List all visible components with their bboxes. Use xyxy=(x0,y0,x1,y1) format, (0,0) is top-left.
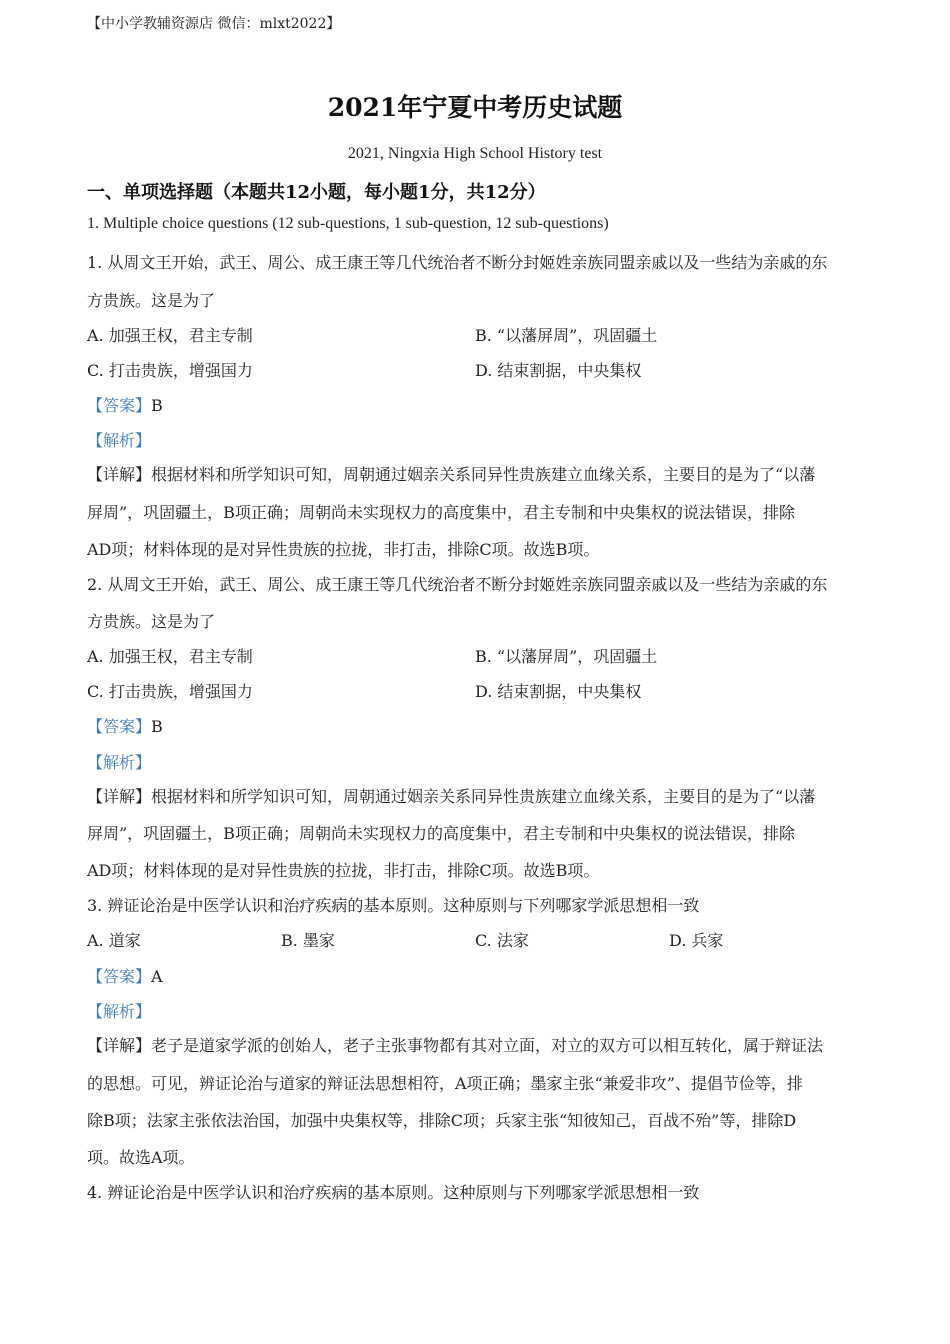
answer-label: 【答案】 xyxy=(87,717,152,736)
q1-detail-line3: AD项；材料体现的是对异性贵族的拉拢，非打击，排除C项。故选B项。 xyxy=(87,540,600,559)
q2-answer xyxy=(87,714,163,737)
q2-detail-line3: AD项；材料体现的是对异性贵族的拉拢，非打击，排除C项。故选B项。 xyxy=(87,861,600,880)
page-title: 2021年宁夏中考历史试题 xyxy=(327,93,623,122)
q1-answer-value: B xyxy=(151,396,163,415)
q3-option-a: A. 道家 xyxy=(87,931,141,950)
q1-detail-line2: 屏周”，巩固疆土，B项正确；周朝尚未实现权力的高度集中，君主专制和中央集权的说法错误，排除 xyxy=(87,503,795,522)
analysis-label: 【解析】 xyxy=(87,753,152,772)
q1-detail-line1: 【详解】根据材料和所学知识可知，周朝通过姻亲关系同异性贵族建立血缘关系，主要目的是为了“以藩 xyxy=(87,465,816,484)
answer-label: 【答案】 xyxy=(87,967,152,986)
q1-option-a: A. 加强王权，君主专制 xyxy=(87,326,253,345)
q2-stem-line2: 方贵族。这是为了 xyxy=(87,612,216,631)
q3-option-b: B. 墨家 xyxy=(281,931,335,950)
section-heading: 一、单项选择题（本题共12小题，每小题1分，共12分） xyxy=(87,182,546,203)
detail-label: 【详解】 xyxy=(87,1036,152,1055)
q2-detail-line2: 屏周”，巩固疆土，B项正确；周朝尚未实现权力的高度集中，君主专制和中央集权的说法错误，排除 xyxy=(87,824,795,843)
q3-detail-line4: 项。故选A项。 xyxy=(87,1148,195,1167)
q1-answer xyxy=(87,393,163,416)
q1-stem-line2: 方贵族。这是为了 xyxy=(87,291,216,310)
page-subtitle: 2021, Ningxia High School History test xyxy=(347,145,603,162)
analysis-label: 【解析】 xyxy=(87,1002,152,1021)
section-english: 1. Multiple choice questions (12 sub-questions, 1 sub-question, 12 sub-questions) xyxy=(87,215,609,232)
detail-label: 【详解】 xyxy=(87,787,152,806)
q1-stem-line1: 1. 从周文王开始，武王、周公、成王康王等几代统治者不断分封姬姓亲族同盟亲戚以及一些结为亲戚的东 xyxy=(87,253,828,272)
q2-option-c: C. 打击贵族，增强国力 xyxy=(87,682,253,701)
analysis-label: 【解析】 xyxy=(87,431,152,450)
q1-option-c: C. 打击贵族，增强国力 xyxy=(87,361,253,380)
q3-detail-line1: 【详解】老子是道家学派的创始人，老子主张事物都有其对立面，对立的双方可以相互转化，属于辩证法 xyxy=(87,1036,824,1055)
q1-option-b: B. “以藩屏周”，巩固疆土 xyxy=(475,326,658,345)
q3-option-c: C. 法家 xyxy=(475,931,529,950)
q2-option-d: D. 结束割据，中央集权 xyxy=(475,682,642,701)
q3-detail-line2: 的思想。可见，辨证论治与道家的辩证法思想相符，A项正确；墨家主张“兼爱非攻”、提倡节俭等，排 xyxy=(87,1074,803,1093)
q2-analysis xyxy=(87,750,151,773)
q2-answer-value: B xyxy=(151,717,163,736)
q3-option-d: D. 兵家 xyxy=(669,931,724,950)
q3-answer xyxy=(87,964,163,987)
q3-answer-value: A xyxy=(151,967,163,986)
q2-option-b: B. “以藩屏周”，巩固疆土 xyxy=(475,647,658,666)
q3-analysis xyxy=(87,999,151,1022)
q1-option-d: D. 结束割据，中央集权 xyxy=(475,361,642,380)
q2-option-a: A. 加强王权，君主专制 xyxy=(87,647,253,666)
q3-detail-line3: 除B项；法家主张依法治国，加强中央集权等，排除C项；兵家主张“知彼知己，百战不殆”等，排除D xyxy=(87,1111,797,1130)
answer-label: 【答案】 xyxy=(87,396,152,415)
q3-stem-line1: 3. 辨证论治是中医学认识和治疗疾病的基本原则。这种原则与下列哪家学派思想相一致 xyxy=(87,896,700,915)
q2-stem-line1: 2. 从周文王开始，武王、周公、成王康王等几代统治者不断分封姬姓亲族同盟亲戚以及一些结为亲戚的东 xyxy=(87,575,828,594)
q4-stem-line1: 4. 辨证论治是中医学认识和治疗疾病的基本原则。这种原则与下列哪家学派思想相一致 xyxy=(87,1183,700,1202)
q2-detail-line1: 【详解】根据材料和所学知识可知，周朝通过姻亲关系同异性贵族建立血缘关系，主要目的是为了“以藩 xyxy=(87,787,816,806)
page-header: 【中小学教辅资源店 微信：mlxt2022】 xyxy=(87,16,341,32)
detail-label: 【详解】 xyxy=(87,465,152,484)
q1-analysis xyxy=(87,428,151,451)
